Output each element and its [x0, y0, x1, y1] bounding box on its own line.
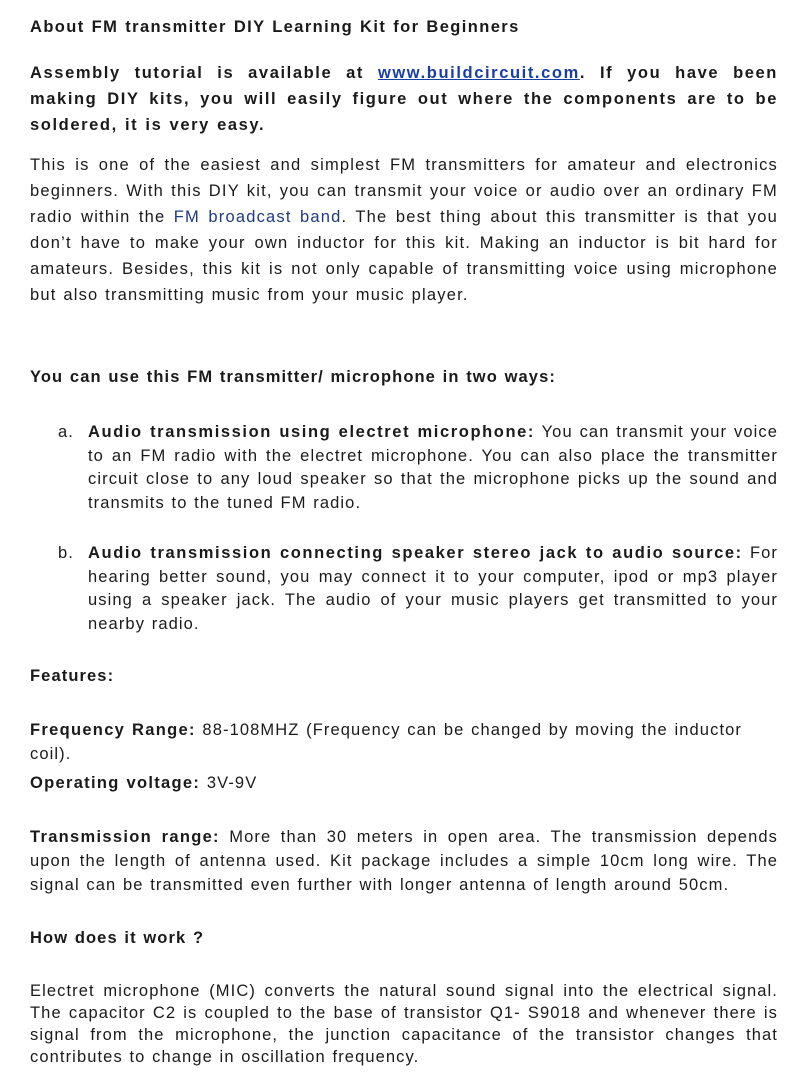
operating-voltage-label: Operating voltage:: [30, 774, 201, 792]
list-marker: b.: [58, 544, 74, 562]
document-title: About FM transmitter DIY Learning Kit for Beginners: [30, 18, 520, 36]
description-text-end: . The best thing about this transmitter is that you don’t have to make your own inductor for this kit. Making an inductor is bit hard for amateurs. Besides, this kit is not only capable of transmitting voice using microphone but also transmitting music from your music player.: [30, 208, 778, 304]
list-item-body: [88, 542, 778, 636]
list-item: [58, 421, 778, 515]
assembly-tutorial-paragraph: [30, 60, 778, 138]
list-item-text: You can transmit your voice to an FM radio with the electret microphone. You can also place the transmitter circuit close to any loud speaker so that the microphone picks up the sound and transmits to the tuned FM radio.: [88, 423, 778, 512]
transmission-range-label: Transmission range:: [30, 828, 220, 846]
operating-voltage-line: [30, 771, 778, 795]
operating-voltage-value: 3V-9V: [200, 774, 258, 792]
frequency-range-label: Frequency Range:: [30, 721, 196, 739]
list-item: [58, 542, 778, 636]
intro-text-end: . If you have been making DIY kits, you will easily figure out where the components are to be soldered, it is very easy.: [30, 64, 778, 134]
description-paragraph: [30, 152, 778, 308]
intro-text-start: Assembly tutorial is available at: [30, 64, 378, 82]
how-it-works-paragraph: Electret microphone (MIC) converts the natural sound signal into the electrical signal. The capacitor C2 is coupled to the base of transistor Q1- S9018 and whenever there is signal from the microphone, the junction capacitance of the transistor changes that contributes to change in oscillation frequency.: [30, 982, 778, 1066]
buildcircuit-link[interactable]: www.buildcircuit.com: [377, 64, 580, 82]
transmission-range-paragraph: [30, 825, 778, 897]
frequency-range-value: 88-108MHZ (Frequency can be changed by moving the inductor coil).: [30, 721, 742, 763]
uses-heading: You can use this FM transmitter/ microphone in two ways:: [30, 368, 556, 386]
how-it-works-heading: How does it work ?: [30, 929, 205, 947]
fm-broadcast-band-link[interactable]: FM broadcast band: [173, 208, 342, 226]
list-item-title: Audio transmission using electret microphone:: [88, 423, 536, 441]
list-item-text: For hearing better sound, you may connect it to your computer, ipod or mp3 player using a speaker jack. The audio of your music players get transmitted to your nearby radio.: [88, 544, 778, 633]
transmission-range-value: More than 30 meters in open area. The transmission depends upon the length of antenna used. Kit package includes a simple 10cm long wire. The signal can be transmitted even further with longer antenna of length around 50cm.: [30, 828, 778, 894]
list-item-body: [88, 421, 778, 515]
list-marker: a.: [58, 423, 74, 441]
description-text-start: This is one of the easiest and simplest FM transmitters for amateur and electronics beginners. With this DIY kit, you can transmit your voice or audio over an ordinary FM radio within the: [30, 156, 778, 226]
list-item-title: Audio transmission connecting speaker stereo jack to audio source:: [88, 544, 743, 562]
features-heading: Features:: [30, 667, 115, 685]
frequency-range-line: [30, 718, 778, 766]
